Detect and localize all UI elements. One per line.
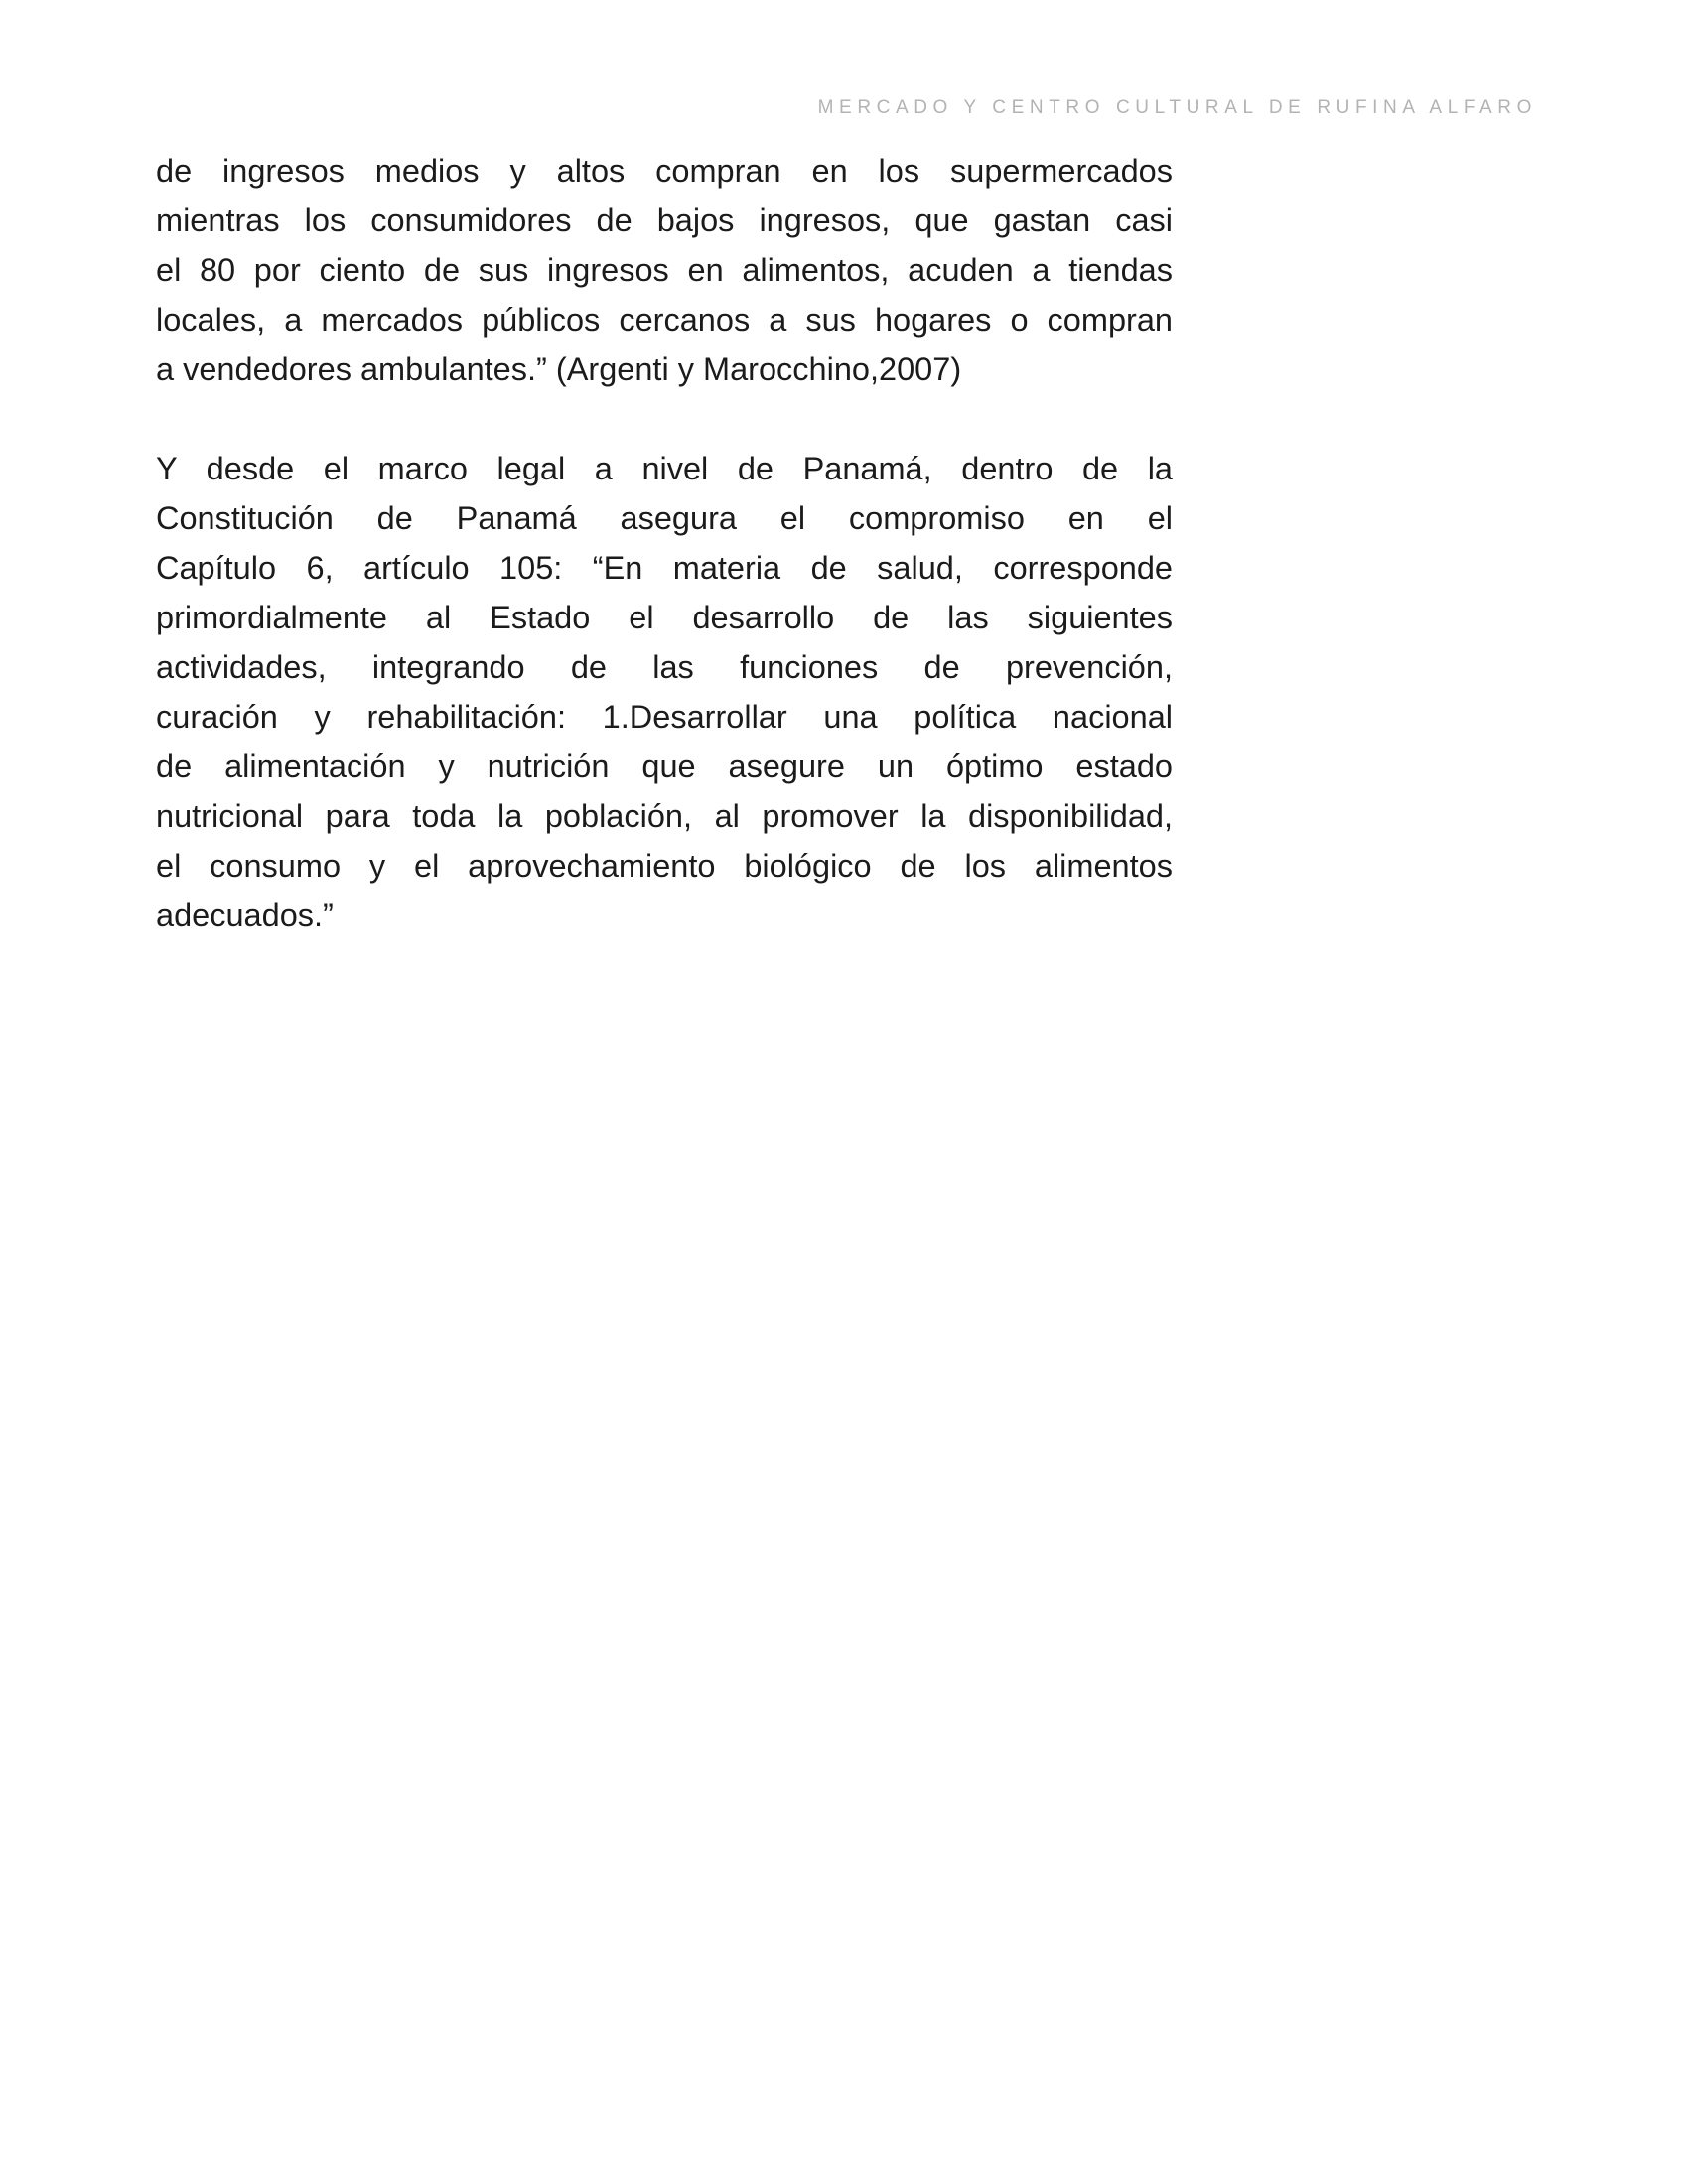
text-line: Constitución de Panamá asegura el compromiso en el	[156, 500, 1173, 536]
text-line: el 80 por ciento de sus ingresos en alimentos, acuden a tiendas	[156, 252, 1173, 288]
text-line: mientras los consumidores de bajos ingresos, que gastan casi	[156, 203, 1173, 238]
text-line: Y desde el marco legal a nivel de Panamá, dentro de la	[156, 451, 1173, 486]
paragraph-quote-continuation	[156, 146, 1173, 394]
paragraph-legal-framework	[156, 444, 1173, 940]
text-line: Capítulo 6, artículo 105: “En materia de salud, corresponde	[156, 550, 1173, 586]
text-line: nutricional para toda la población, al promover la disponibilidad,	[156, 798, 1173, 834]
text-line: adecuados.”	[156, 897, 334, 933]
text-line: de ingresos medios y altos compran en los supermercados	[156, 153, 1173, 189]
text-line: de alimentación y nutrición que asegure un óptimo estado	[156, 749, 1173, 784]
text-line: a vendedores ambulantes.” (Argenti y Marocchino,2007)	[156, 351, 962, 387]
text-line: primordialmente al Estado el desarrollo de las siguientes	[156, 600, 1173, 635]
body-text	[156, 146, 1173, 940]
text-line: el consumo y el aprovechamiento biológico de los alimentos	[156, 848, 1173, 884]
text-line: curación y rehabilitación: 1.Desarrollar una política nacional	[156, 699, 1173, 735]
running-header: MERCADO Y CENTRO CULTURAL DE RUFINA ALFARO	[817, 97, 1537, 118]
text-line: locales, a mercados públicos cercanos a sus hogares o compran	[156, 302, 1173, 338]
text-line: actividades, integrando de las funciones de prevención,	[156, 649, 1173, 685]
